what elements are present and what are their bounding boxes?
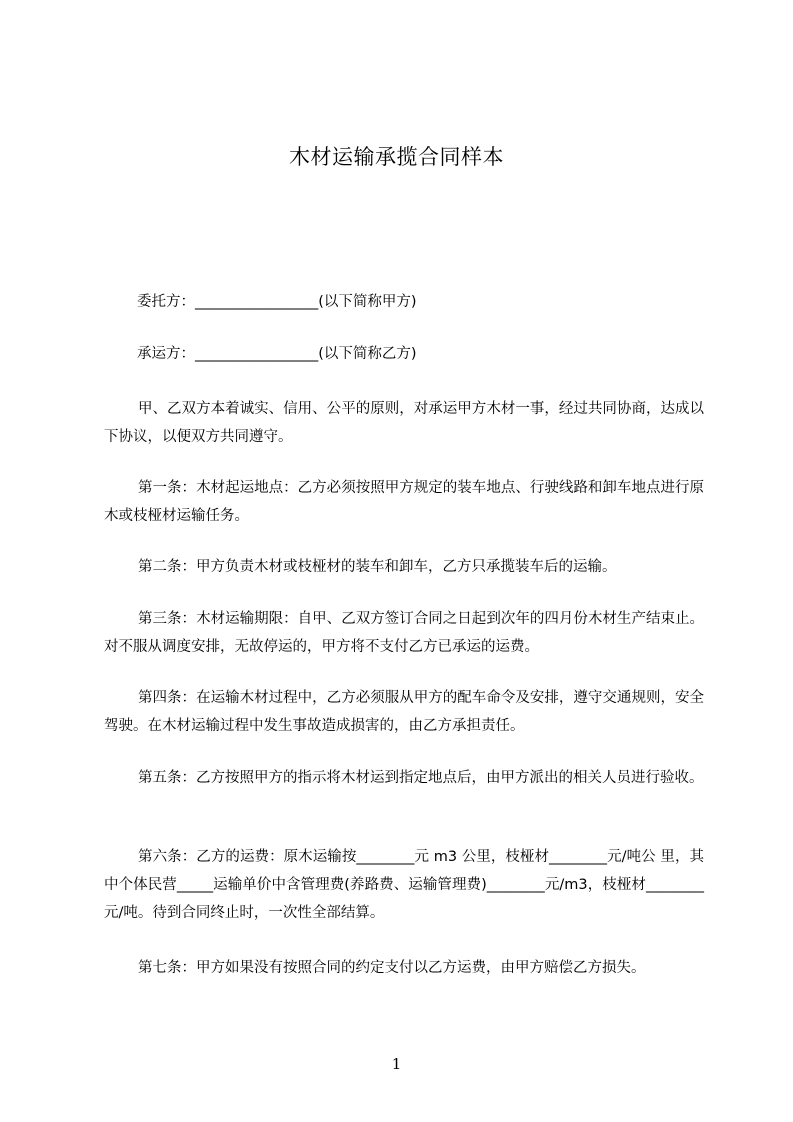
article-7-text: 第七条：甲方如果没有按照合同的约定支付以乙方运费，由甲方赔偿乙方损失。: [138, 960, 646, 976]
article-5-text: 第五条：乙方按照甲方的指示将木材运到指定地点后，由甲方派出的相关人员进行验收。: [138, 770, 704, 786]
article-1-text: 第一条：木材起运地点：乙方必须按照甲方规定的装车地点、行驶线路和卸车地点进行原木或枝桠材运输任务。: [104, 480, 704, 524]
article-6-text: 第六条：乙方的运费：原木运输按________元 m3 公里，枝桠材________元/吨公 里，其中个体民营_____运输单价中含管理费(养路费、运输管理费)________元/m3，枝桠材________元/吨。待到合同终止时，一次性全部结算。: [104, 849, 704, 921]
intro-paragraph: [104, 395, 704, 451]
article-2: [104, 553, 704, 581]
client-party-line: 委托方：_________________(以下简称甲方): [137, 294, 417, 310]
article-4-text: 第四条：在运输木材过程中，乙方必须服从甲方的配车命令及安排，遵守交通规则，安全驾驶。在木材运输过程中发生事故造成损害的，由乙方承担责任。: [104, 690, 704, 734]
article-2-text: 第二条：甲方负责木材或枝桠材的装车和卸车，乙方只承揽装车后的运输。: [138, 559, 617, 575]
page-number: 1: [391, 1055, 402, 1073]
article-7: [104, 954, 704, 982]
article-6: [104, 843, 704, 927]
article-3-text: 第三条：木材运输期限：自甲、乙双方签订合同之日起到次年的四月份木材生产结束止。对不服从调度安排，无故停运的，甲方将不支付乙方已承运的运费。: [104, 611, 704, 655]
document-title: 木材运输承揽合同样本: [289, 145, 504, 169]
carrier-party-line: 承运方：_________________(以下简称乙方): [137, 346, 417, 362]
article-5: [104, 764, 704, 792]
article-1: [104, 474, 704, 530]
article-4: [104, 684, 704, 740]
intro-text: 甲、乙双方本着诚实、信用、公平的原则，对承运甲方木材一事，经过共同协商，达成以下协议，以便双方共同遵守。: [104, 401, 704, 445]
article-3: [104, 605, 704, 661]
